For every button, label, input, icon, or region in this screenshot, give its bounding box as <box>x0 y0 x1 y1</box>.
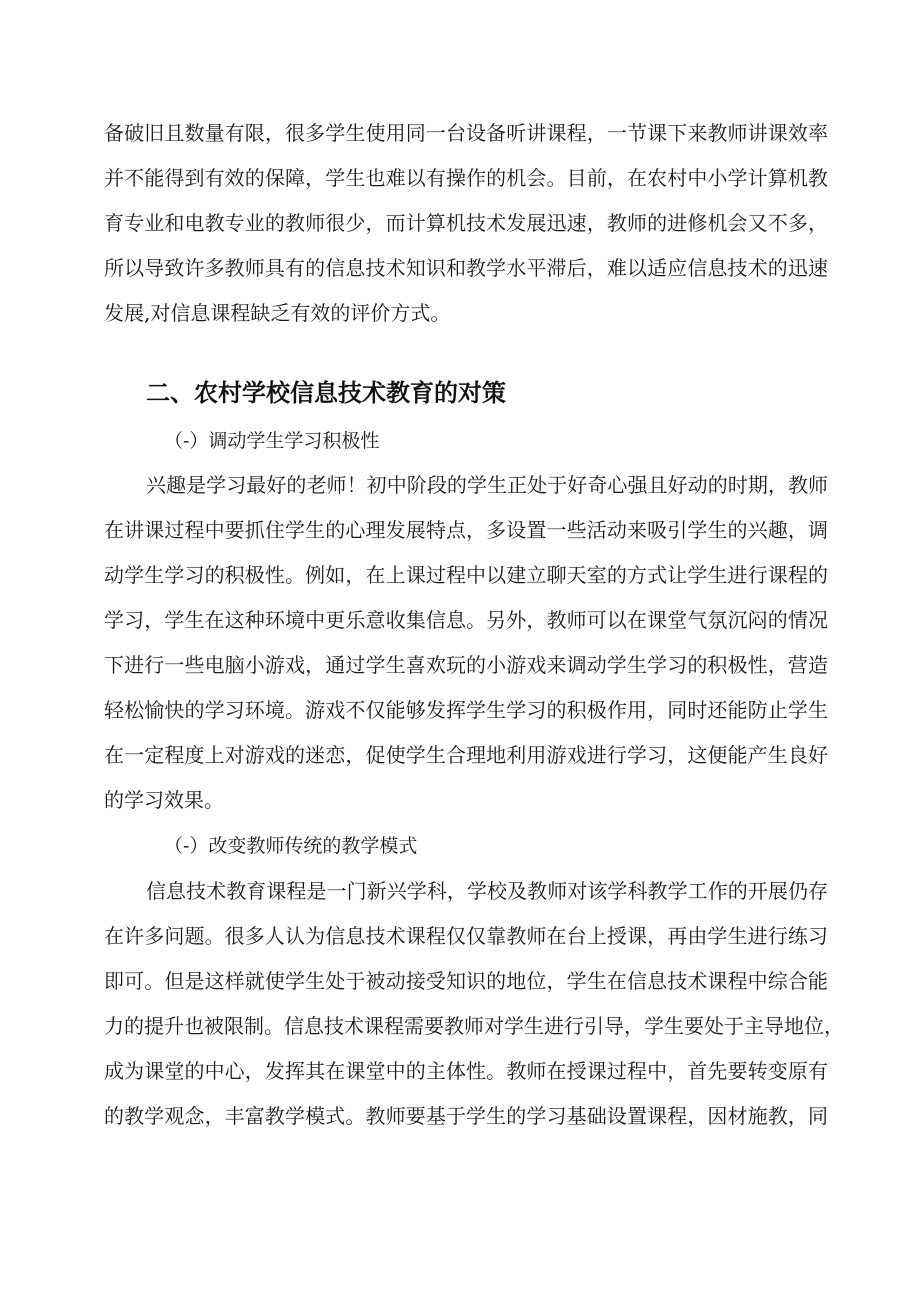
section-heading: 二、农村学校信息技术教育的对策 <box>146 379 506 407</box>
paragraph-line: 学习，学生在这种环境中更乐意收集信息。另外，教师可以在课堂气氛沉闷的情况 <box>104 608 828 632</box>
paragraph-line: 的学习效果。 <box>104 788 224 812</box>
paragraph-line: 在一定程度上对游戏的迷恋，促使学生合理地利用游戏进行学习，这便能产生良好 <box>104 743 828 767</box>
paragraph-line: 成为课堂的中心，发挥其在课堂中的主体性。教师在授课过程中，首先要转变原有 <box>104 1059 828 1083</box>
paragraph-line: 轻松愉快的学习环境。游戏不仅能够发挥学生学习的积极作用，同时还能防止学生 <box>104 698 828 722</box>
paragraph-line: 在讲课过程中要抓住学生的心理发展特点，多设置一些活动来吸引学生的兴趣，调 <box>104 518 828 542</box>
subsection-heading-2: （-）改变教师传统的教学模式 <box>164 835 418 857</box>
paragraph-line: 的教学观念，丰富教学模式。教师要基于学生的学习基础设置课程，因材施教，同 <box>104 1104 828 1128</box>
paragraph-line: 发展,对信息课程缺乏有效的评价方式。 <box>104 301 451 325</box>
paragraph-line: 动学生学习的积极性。例如，在上课过程中以建立聊天室的方式让学生进行课程的 <box>104 563 828 587</box>
paragraph-line: 备破旧且数量有限，很多学生使用同一台设备听讲课程，一节课下来教师讲课效率 <box>104 121 828 145</box>
paragraph-line: 力的提升也被限制。信息技术课程需要教师对学生进行引导，学生要处于主导地位， <box>104 1014 844 1038</box>
paragraph-line: 下进行一些电脑小游戏，通过学生喜欢玩的小游戏来调动学生学习的积极性，营造 <box>104 653 828 677</box>
subsection-heading-1: （-）调动学生学习积极性 <box>164 430 380 452</box>
paragraph-line: 育专业和电教专业的教师很少，而计算机技术发展迅速，教师的进修机会又不多， <box>104 211 828 235</box>
paragraph-line: 并不能得到有效的保障，学生也难以有操作的机会。目前，在农村中小学计算机教 <box>104 166 828 190</box>
paragraph-line: 兴趣是学习最好的老师！初中阶段的学生正处于好奇心强且好动的时期，教师 <box>146 473 828 497</box>
paragraph-line: 在许多问题。很多人认为信息技术课程仅仅靠教师在台上授课，再由学生进行练习 <box>104 924 828 948</box>
paragraph-line: 即可。但是这样就使学生处于被动接受知识的地位，学生在信息技术课程中综合能 <box>104 969 828 993</box>
paragraph-line: 信息技术教育课程是一门新兴学科，学校及教师对该学科教学工作的开展仍存 <box>146 879 828 903</box>
paragraph-line: 所以导致许多教师具有的信息技术知识和教学水平滞后，难以适应信息技术的迅速 <box>104 256 828 280</box>
